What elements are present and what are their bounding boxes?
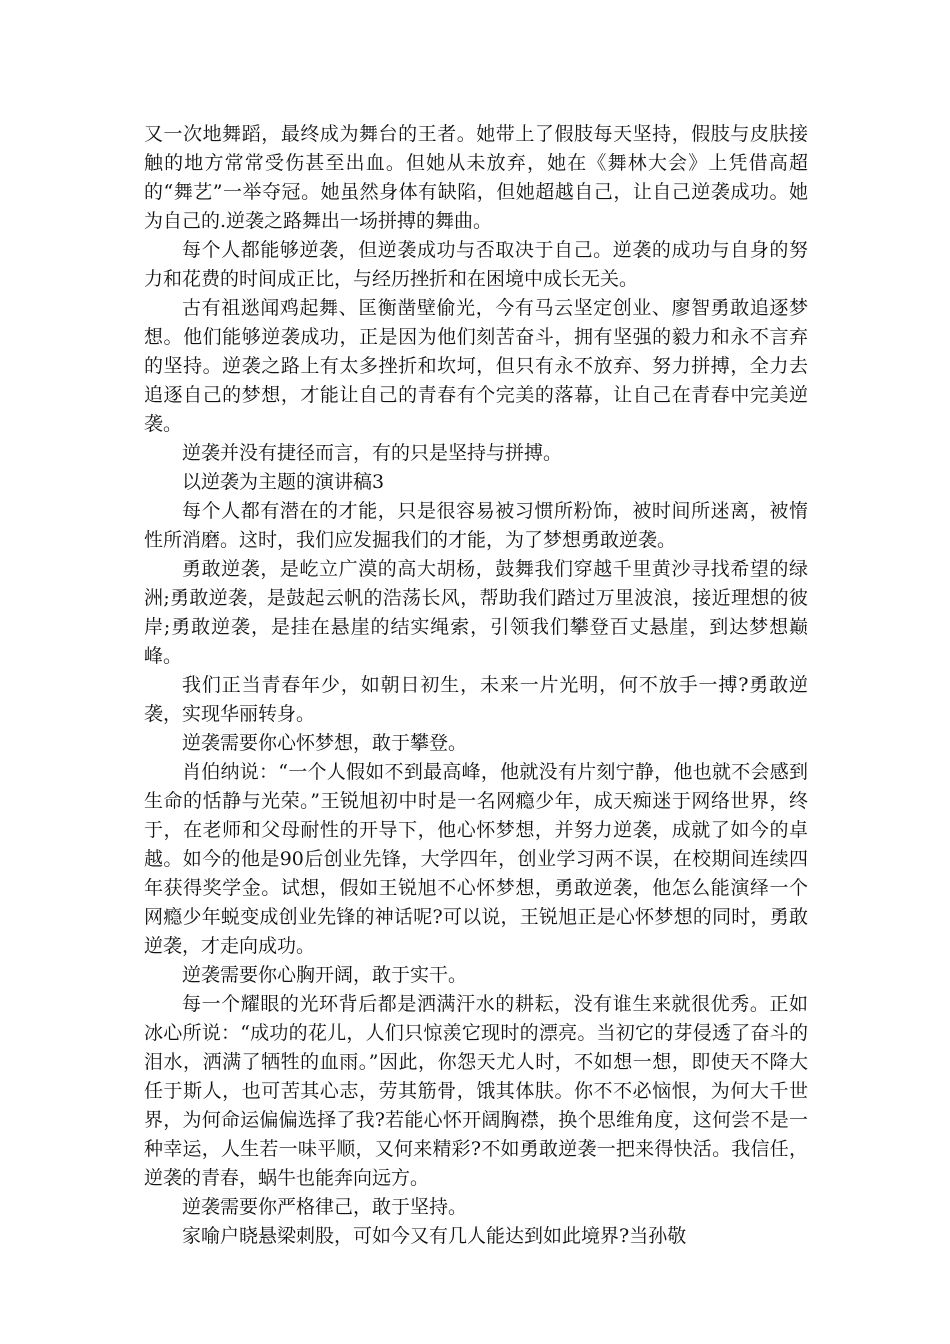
paragraph: 逆袭并没有捷径而言，有的只是坚持与拼搏。 [182, 442, 563, 464]
paragraph: 逆袭需要你心胸开阔，敢于实干。 [182, 964, 468, 986]
paragraph: 又一次地舞蹈，最终成为舞台的王者。她带上了假肢每天坚持，假肢与皮肤接触的地方常常受伤甚至出血。但她从未放弃，她在《舞林大会》上凭借高超的“舞艺”一举夺冠。她虽然身体有缺陷，但她超越自己，让自己逆袭成功。她为自己的.逆袭之路舞出一场拼搏的舞曲。 [144, 123, 808, 232]
paragraph: 每个人都能够逆袭，但逆袭成功与否取决于自己。逆袭的成功与自身的努力和花费的时间成正比，与经历挫折和在困境中成长无关。 [144, 239, 808, 290]
paragraph: 逆袭需要你心怀梦想，敢于攀登。 [182, 732, 468, 754]
paragraph: 勇敢逆袭，是屹立广漠的高大胡杨，鼓舞我们穿越千里黄沙寻找希望的绿洲;勇敢逆袭，是鼓起云帆的浩荡长风，帮助我们踏过万里波浪，接近理想的彼岸;勇敢逆袭，是挂在悬崖的结实绳索，引领我们攀登百丈悬崖，到达梦想巅峰。 [144, 558, 808, 667]
paragraph: 肖伯纳说：“一个人假如不到最高峰，他就没有片刻宁静，他也就不会感到生命的恬静与光荣。”王锐旭初中时是一名网瘾少年，成天痴迷于网络世界，终于，在老师和父母耐性的开导下，他心怀梦想，并努力逆袭，成就了如今的卓越。如今的他是90后创业先锋，大学四年，创业学习两不误，在校期间连续四年获得奖学金。试想，假如王锐旭不心怀梦想，勇敢逆袭，他怎么能演绎一个网瘾少年蜕变成创业先锋的神话呢?可以说，王锐旭正是心怀梦想的同时，勇敢逆袭，才走向成功。 [144, 761, 808, 957]
paragraph: 家喻户晓悬梁刺股，可如今又有几人能达到如此境界?当孙敬 [182, 1225, 687, 1247]
paragraph: 每个人都有潜在的才能，只是很容易被习惯所粉饰，被时间所迷离，被惰性所消磨。这时，我们应发掘我们的才能，为了梦想勇敢逆袭。 [144, 500, 808, 551]
paragraph: 古有祖逖闻鸡起舞、匡衡凿壁偷光，今有马云坚定创业、廖智勇敢追逐梦想。他们能够逆袭成功，正是因为他们刻苦奋斗，拥有坚强的毅力和永不言弃的坚持。逆袭之路上有太多挫折和坎坷，但只有永不放弃、努力拼搏，全力去追逐自己的梦想，才能让自己的青春有个完美的落幕，让自己在青春中完美逆袭。 [144, 297, 808, 435]
section-heading: 以逆袭为主题的演讲稿3 [182, 471, 385, 493]
paragraph: 我们正当青春年少，如朝日初生，未来一片光明，何不放手一搏?勇敢逆袭，实现华丽转身。 [144, 674, 808, 725]
paragraph: 每一个耀眼的光环背后都是洒满汗水的耕耘，没有谁生来就很优秀。正如冰心所说：“成功的花儿，人们只惊羡它现时的漂亮。当初它的芽侵透了奋斗的泪水，洒满了牺牲的血雨。”因此，你怨天尤人时，不如想一想，即使天不降大任于斯人，也可苦其心志，劳其筋骨，饿其体肤。你不不必恼恨，为何大千世界，为何命运偏偏选择了我?若能心怀开阔胸襟，换个思维角度，这何尝不是一种幸运，人生若一味平顺，又何来精彩?不如勇敢逆袭一把来得快活。我信任，逆袭的青春，蜗牛也能奔向远方。 [144, 993, 808, 1189]
document-body [144, 120, 808, 1251]
paragraph: 逆袭需要你严格律己，敢于坚持。 [182, 1196, 468, 1218]
